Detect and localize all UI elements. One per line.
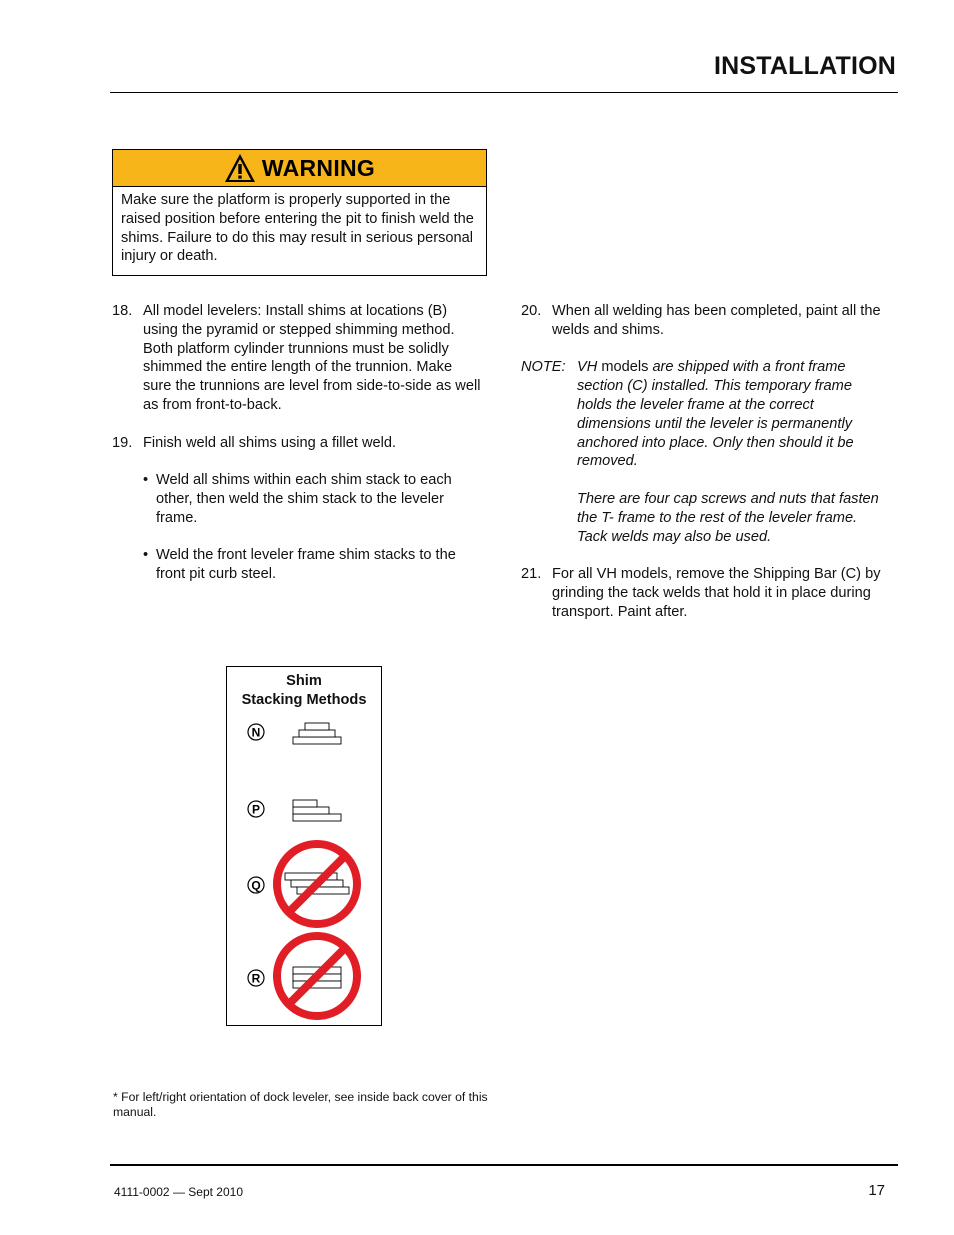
method-n	[248, 723, 341, 744]
step-number: 20.	[521, 303, 542, 319]
note-label: NOTE:	[521, 359, 566, 376]
bullet-icon: •	[143, 547, 149, 564]
method-r	[248, 936, 357, 1016]
footer-rule	[110, 1164, 898, 1166]
note-text-1: are shipped with a front frame section (C) installed. This temporary frame holds the leveler frame at the correct dimensions until the leveler is permanently anchored into place. Only then should it be removed.	[577, 359, 854, 470]
bullet-text: Weld all shims within each shim stack to each other, then weld the shim stack to the leveler frame.	[156, 472, 452, 526]
label-r: R	[251, 971, 261, 986]
document-id: 4111-0002 — Sept 2010	[114, 1185, 243, 1199]
label-p: P	[251, 802, 261, 817]
bullet-icon: •	[143, 472, 149, 489]
step-21	[521, 565, 889, 621]
page-title: INSTALLATION	[713, 52, 896, 80]
shim	[293, 807, 329, 814]
shim	[293, 814, 341, 821]
warning-text: Make sure the platform is properly supported in the raised position before entering the pit to finish weld the shims. Failure to do this may result in serious personal injury or death.	[121, 192, 474, 265]
shim	[293, 737, 341, 744]
list-item	[143, 546, 484, 584]
shim	[293, 981, 341, 988]
header-rule	[110, 92, 898, 93]
step-number: 19.	[112, 434, 133, 451]
shim	[293, 800, 317, 807]
note-text-2: There are four cap screws and nuts that fasten the T- frame to the rest of the leveler frame. Tack welds may also be used.	[577, 490, 879, 545]
note-body	[577, 358, 889, 546]
right-column	[521, 302, 889, 622]
figure-title-line-1: Shim	[286, 673, 322, 689]
warning-heading: WARNING	[261, 154, 376, 181]
label-n: N	[251, 725, 261, 740]
method-q	[248, 844, 357, 924]
warning-header	[113, 150, 486, 187]
step-text: All model levelers: Install shims at locations (B) using the pyramid or stepped shimming method. Both platform cylinder trunnions must be solidly shimmed the entire length of the trunnion. Make sure the trunnions are level from side-to-side as well as from front-to-back.	[143, 303, 481, 413]
figure-title-line-2: Stacking Methods	[241, 692, 367, 708]
step-text: Finish weld all shims using a fillet weld.	[143, 434, 397, 451]
step-text: For all VH models, remove the Shipping Bar (C) by grinding the tack welds that hold it in place during transport. Paint after.	[552, 566, 881, 620]
shim	[299, 730, 335, 737]
shim	[305, 723, 329, 730]
step-text: When all welding has been completed, paint all the welds and shims.	[552, 303, 881, 338]
note	[521, 358, 889, 546]
shim-diagram	[227, 667, 381, 1025]
step-19	[112, 434, 484, 453]
footnote: * For left/right orientation of dock leveler, see inside back cover of this manual.	[113, 1090, 488, 1119]
step-18	[112, 302, 484, 415]
page-number: 17	[868, 1182, 885, 1199]
bullet-text: Weld the front leveler frame shim stacks to the front pit curb steel.	[156, 547, 456, 583]
left-column	[112, 302, 484, 584]
step-20	[521, 302, 889, 340]
note-model: VH	[577, 359, 598, 376]
step-number: 21.	[521, 566, 542, 583]
warning-box	[112, 149, 487, 276]
label-q: Q	[251, 878, 261, 893]
warning-triangle-icon	[224, 153, 256, 183]
shim-stacking-figure	[226, 666, 382, 1026]
step-number: 18.	[112, 303, 133, 319]
list-item	[143, 471, 484, 527]
note-model-suffix: models	[597, 359, 649, 376]
method-p	[248, 800, 341, 821]
